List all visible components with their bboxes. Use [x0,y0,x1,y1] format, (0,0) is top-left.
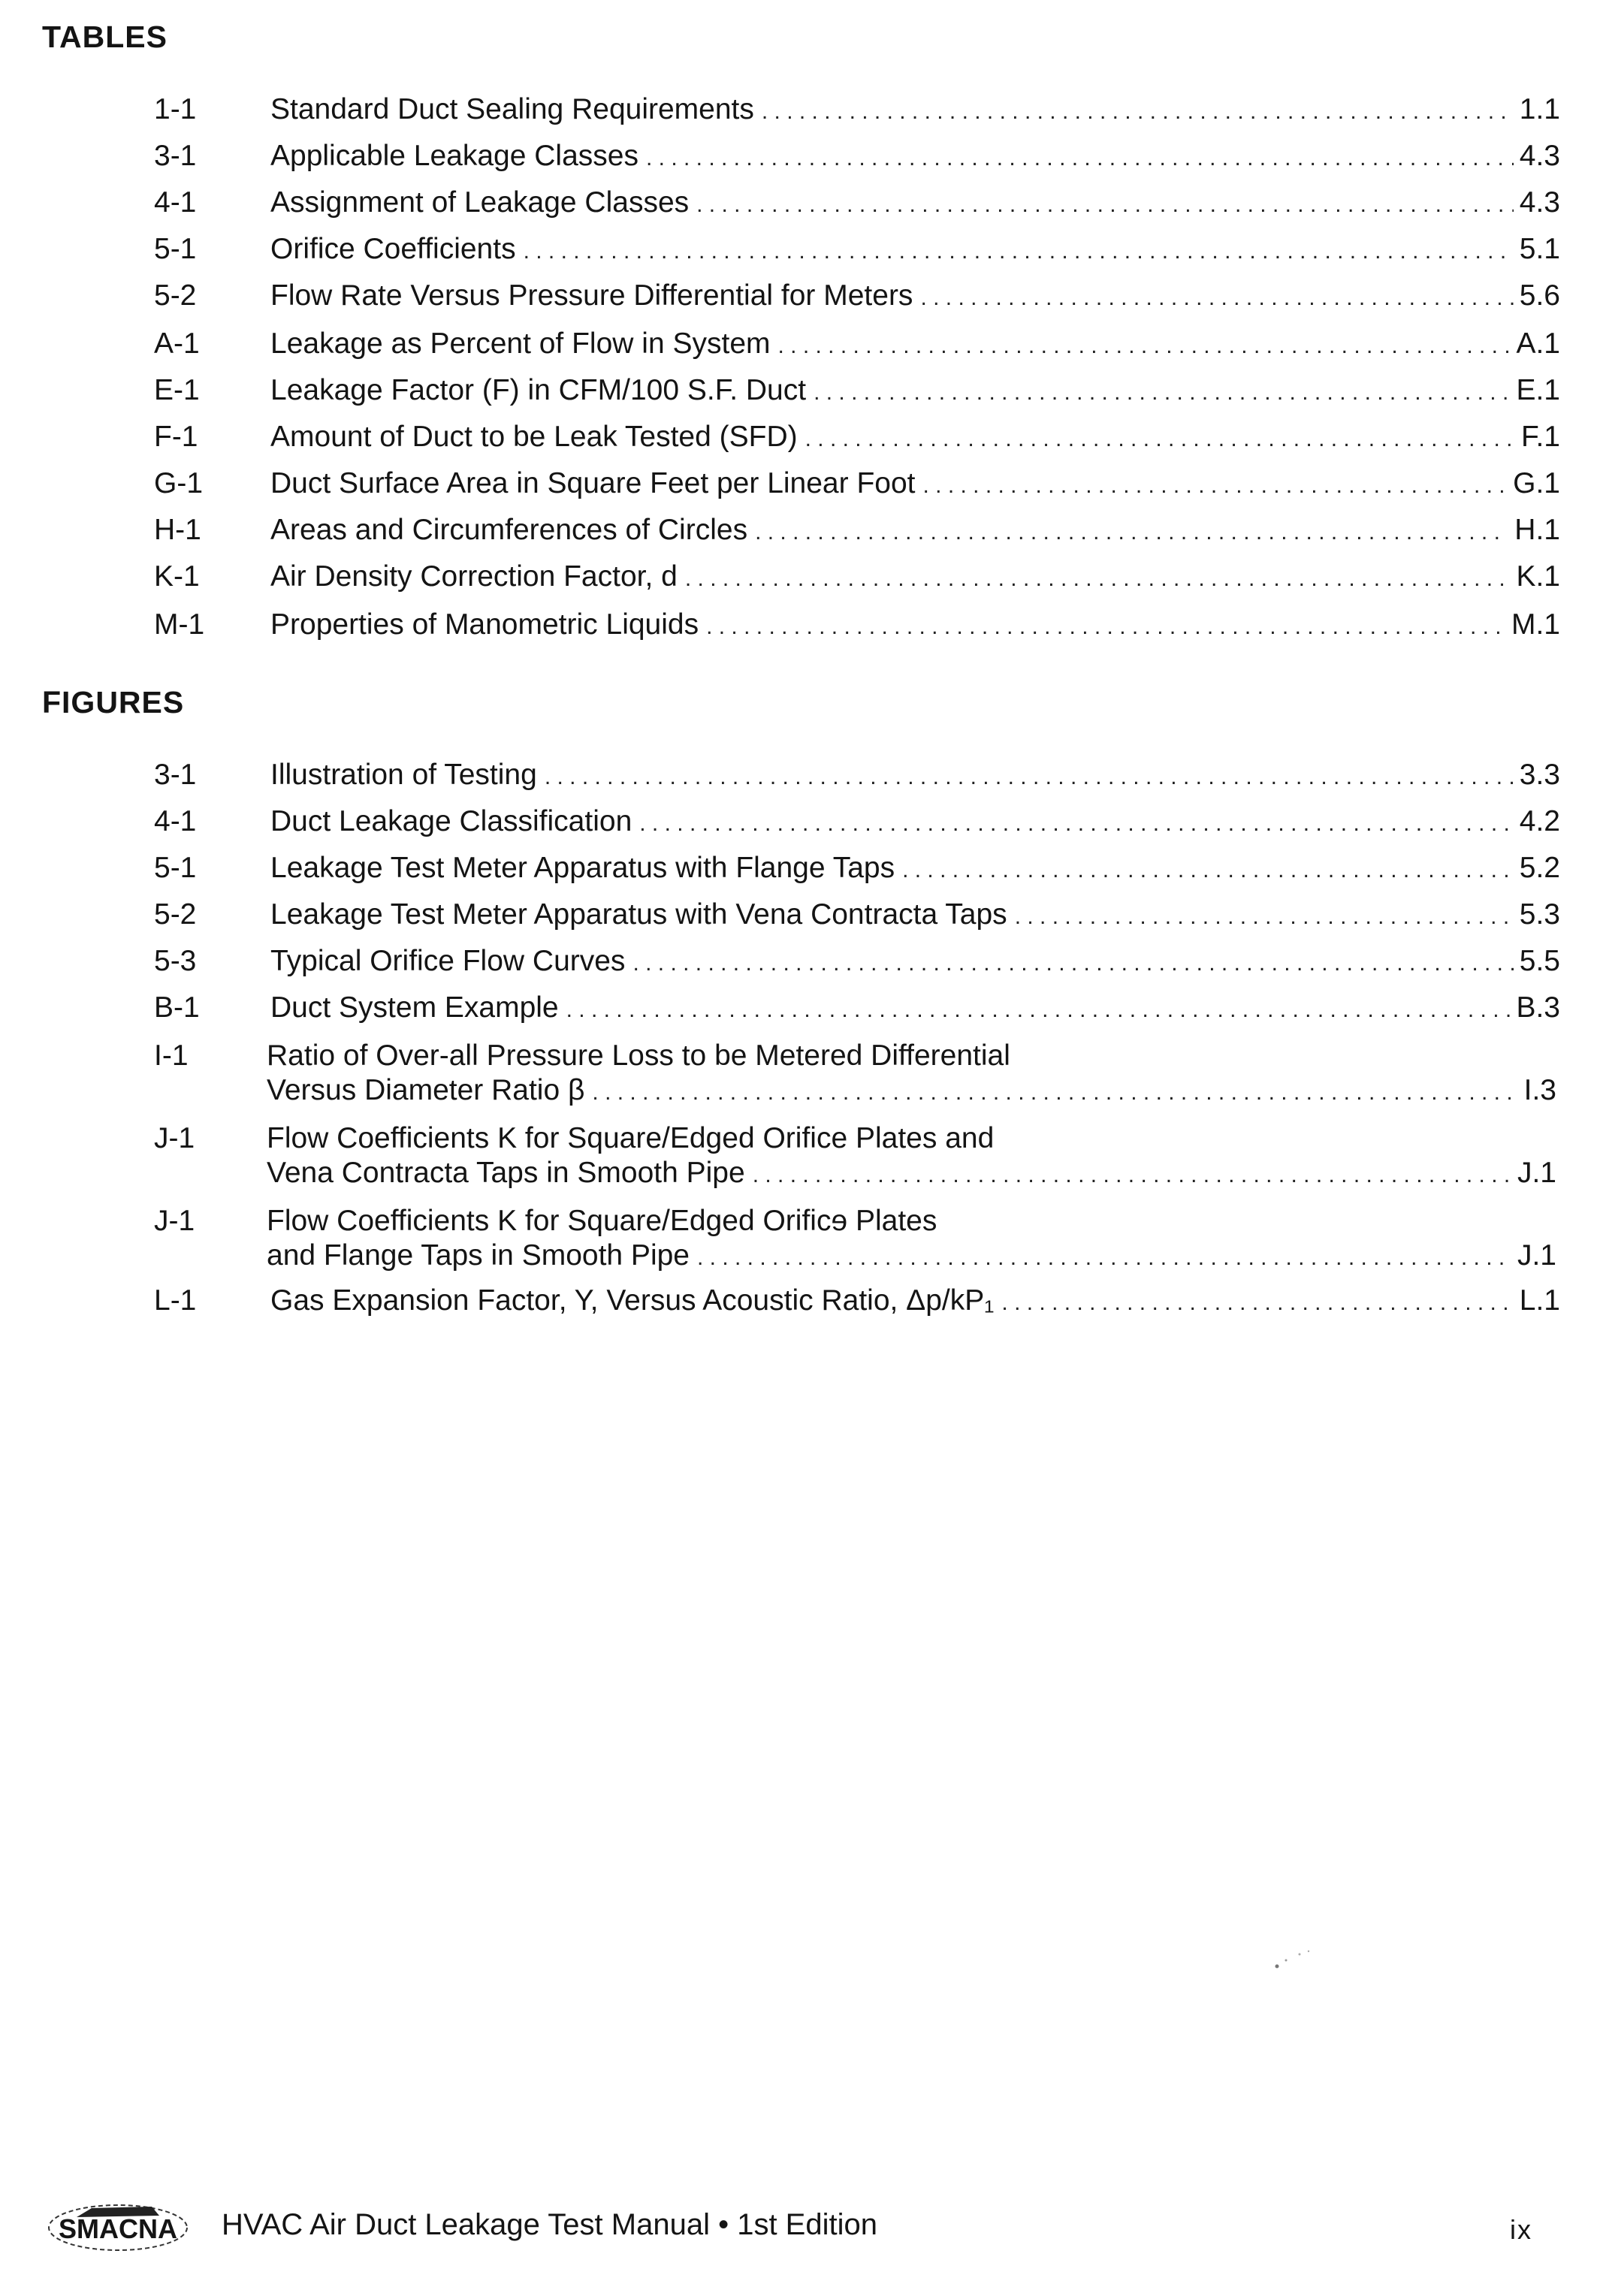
table-entry [0,368,1600,413]
entry-title-first-line: Flow Coefficients K for Square/Edged Orificɘ Plates [267,1205,937,1237]
entry-title: and Flange Taps in Smooth Pipe [267,1239,690,1272]
entry-title: Leakage Test Meter Apparatus with Vena Contracta Taps [270,898,1007,931]
entry-number: J-1 [154,1205,195,1237]
entry-line [270,321,1560,367]
entry-number: 3-1 [154,140,197,172]
entry-page-ref: 3.3 [1519,759,1560,791]
entry-page-ref: K.1 [1516,560,1560,593]
table-entry [0,273,1600,318]
dot-leader [545,755,1514,800]
entry-title-first-line: Flow Coefficients K for Square/Edged Orifice Plates and [267,1122,995,1154]
dot-leader [639,801,1514,846]
entry-number: M-1 [154,608,205,641]
entry-number: 4-1 [154,186,197,219]
entry-line [270,134,1560,179]
entry-line [270,799,1560,844]
dot-leader [592,1070,1517,1115]
dot-leader [685,557,1511,602]
entry-number: 5-1 [154,852,197,884]
entry-number: A-1 [154,327,200,360]
page-footer [0,2201,1600,2261]
entry-page-ref: 1.1 [1519,93,1560,125]
dot-leader [1015,895,1514,940]
dot-leader [1001,1281,1513,1326]
entry-page-ref: 5.2 [1519,852,1560,884]
table-entry [0,508,1600,553]
entry-number: G-1 [154,467,204,499]
entry-number: B-1 [154,991,200,1024]
entry-title: Vena Contracta Taps in Smooth Pipe [267,1157,745,1189]
entry-line [270,180,1560,225]
tables-heading: TABLES [42,20,168,54]
dot-leader [566,988,1511,1033]
figure-entry [0,985,1600,1030]
entry-title: Flow Rate Versus Pressure Differential for Meters [270,279,913,312]
figure-entry [0,1278,1600,1323]
entry-line [270,753,1560,798]
entry-page-ref: 5.1 [1519,233,1560,265]
entry-title: Duct Surface Area in Square Feet per Linear Foot [270,467,916,499]
dot-leader [922,463,1507,508]
dot-leader [762,89,1514,134]
entry-title: Leakage Test Meter Apparatus with Flange Taps [270,852,895,884]
entry-title: Leakage as Percent of Flow in System [270,327,771,360]
figure-entry [0,1039,1600,1113]
entry-number: F-1 [154,421,198,453]
entry-line [267,1068,1556,1113]
table-entry [0,134,1600,179]
entry-page-ref: B.3 [1516,991,1560,1024]
entry-title: Versus Diameter Ratio β [267,1074,585,1106]
entry-page-ref: I.3 [1523,1074,1556,1106]
table-entry [0,87,1600,132]
page-number: ix [1510,2214,1532,2245]
table-entry [0,461,1600,506]
entry-title: Assignment of Leakage Classes [270,186,690,219]
entry-line [270,602,1560,647]
entry-title: Typical Orifice Flow Curves [270,945,626,977]
entry-line [270,892,1560,937]
entry-line [270,846,1560,891]
entry-line [267,1233,1556,1278]
entry-number: K-1 [154,560,200,593]
entry-page-ref: J.1 [1517,1239,1556,1272]
figure-entry [0,939,1600,984]
entry-page-ref: 4.3 [1519,186,1560,219]
figure-entry [0,1122,1600,1196]
entry-title: Applicable Leakage Classes [270,140,638,172]
entry-title: Gas Expansion Factor, Y, Versus Acoustic Ratio, Δp/kP₁ [270,1284,995,1317]
table-entry [0,321,1600,367]
entry-number: 5-1 [154,233,197,265]
entry-page-ref: 5.6 [1519,279,1560,312]
entry-line [270,87,1560,132]
figure-entry [0,1205,1600,1278]
dot-leader [753,1153,1511,1198]
dot-leader [778,324,1511,369]
entry-number: 5-3 [154,945,197,977]
figure-entry [0,799,1600,844]
table-entry [0,227,1600,272]
entry-title: Leakage Factor (F) in CFM/100 S.F. Duct [270,374,807,406]
dot-leader [755,510,1508,555]
entry-page-ref: E.1 [1516,374,1560,406]
entry-number: 4-1 [154,805,197,837]
entry-number: H-1 [154,514,201,546]
entry-line [270,508,1560,553]
entry-title: Properties of Manometric Liquids [270,608,699,641]
entry-title: Amount of Duct to be Leak Tested (SFD) [270,421,798,453]
entry-page-ref: J.1 [1517,1157,1556,1189]
figure-entry [0,846,1600,891]
entry-line [270,415,1560,460]
entry-line [270,939,1560,984]
entry-line [270,227,1560,272]
entry-line [270,368,1560,413]
entry-title: Air Density Correction Factor, d [270,560,678,593]
entry-page-ref: G.1 [1513,467,1560,499]
entry-number: 3-1 [154,759,197,791]
entry-title: Areas and Circumferences of Circles [270,514,748,546]
dot-leader [814,370,1510,415]
svg-text:SMACNA: SMACNA [59,2213,177,2244]
dot-leader [696,183,1514,228]
entry-page-ref: L.1 [1519,1284,1560,1317]
table-entry [0,602,1600,647]
entry-line [270,554,1560,599]
dot-leader [805,417,1515,462]
entry-page-ref: H.1 [1514,514,1560,546]
figure-entry [0,753,1600,798]
manual-title: HVAC Air Duct Leakage Test Manual • 1st Edition [222,2208,877,2241]
entry-title-first-line: Ratio of Over-all Pressure Loss to be Metered Differential [267,1039,1010,1072]
entry-page-ref: A.1 [1516,327,1560,360]
entry-title: Illustration of Testing [270,759,537,791]
dot-leader [920,276,1513,321]
table-entry [0,415,1600,460]
scan-speck-marks [1247,1938,1322,1983]
entry-number: L-1 [154,1284,197,1317]
entry-number: 5-2 [154,279,197,312]
dot-leader [632,941,1513,986]
entry-page-ref: F.1 [1520,421,1560,453]
entry-page-ref: 4.2 [1519,805,1560,837]
entry-page-ref: 5.3 [1519,898,1560,931]
entry-page-ref: M.1 [1511,608,1560,641]
dot-leader [646,136,1514,181]
entry-title: Duct System Example [270,991,559,1024]
entry-page-ref: 5.5 [1519,945,1560,977]
figures-heading: FIGURES [42,685,185,720]
entry-line [270,1278,1560,1323]
entry-line [270,273,1560,318]
figure-entry [0,892,1600,937]
dot-leader [706,605,1505,650]
entry-number: I-1 [154,1039,189,1072]
table-entry [0,554,1600,599]
entry-title: Orifice Coefficients [270,233,516,265]
entry-page-ref: 4.3 [1519,140,1560,172]
dot-leader [902,848,1514,893]
table-entry [0,180,1600,225]
entry-number: J-1 [154,1122,195,1154]
entry-number: 5-2 [154,898,197,931]
entry-line [267,1151,1556,1196]
entry-number: E-1 [154,374,200,406]
dot-leader [697,1235,1511,1281]
entry-number: 1-1 [154,93,197,125]
entry-line [270,461,1560,506]
entry-line [270,985,1560,1030]
entry-title: Duct Leakage Classification [270,805,632,837]
entry-title: Standard Duct Sealing Requirements [270,93,754,125]
dot-leader [524,229,1514,274]
smacna-logo [47,2201,189,2253]
